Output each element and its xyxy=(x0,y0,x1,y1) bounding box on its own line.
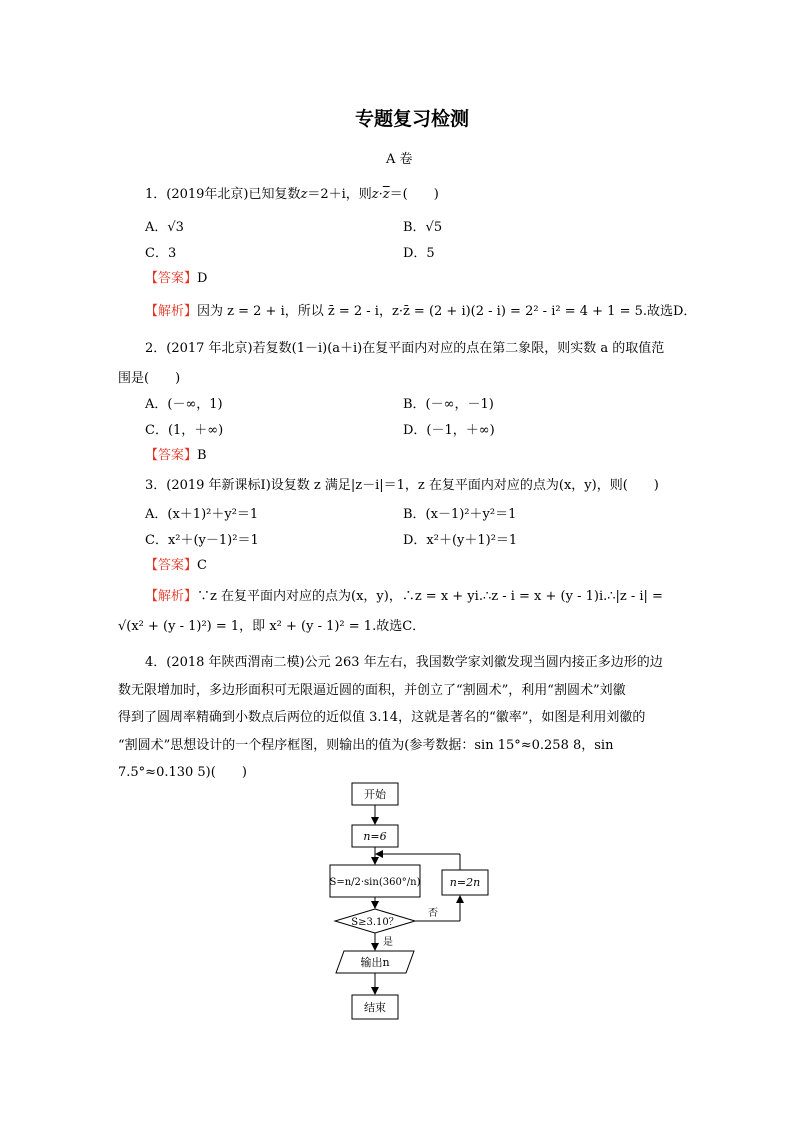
q3-option-d: D．x²＋(y＋1)²＝1 xyxy=(403,533,518,548)
q3-option-c: C．x²＋(y－1)²＝1 xyxy=(145,533,259,548)
q1-option-a: A．√3 xyxy=(145,220,184,235)
q3-answer xyxy=(145,554,207,573)
start-label: 开始 xyxy=(364,788,386,801)
q3-option-a: A．(x＋1)²＋y²＝1 xyxy=(145,507,259,522)
answer-value: D xyxy=(197,271,208,286)
end-label: 结束 xyxy=(364,1001,386,1014)
formula-label: S=n/2·sin(360°/n) xyxy=(329,877,421,888)
section-label: A 卷 xyxy=(386,152,413,167)
page-title: 专题复习检测 xyxy=(355,108,470,130)
no-label: 否 xyxy=(428,908,438,919)
q4-stem-line3: 得到了圆周率精确到小数点后两位的近似值 3.14，这就是著名的“徽率”，如图是利用刘徽的 xyxy=(118,710,646,725)
q3-analysis-line2: √(x² + (y - 1)²) = 1，即 x² + (y - 1)² = 1.故选C． xyxy=(118,619,426,634)
answer-tag: 【答案】 xyxy=(145,558,198,573)
q2-option-b: B．(－∞，－1) xyxy=(403,397,494,412)
answer-value: C xyxy=(197,558,207,573)
analysis-tag: 【解析】 xyxy=(145,304,198,319)
update-label: n=2n xyxy=(449,876,481,889)
q2-answer xyxy=(145,444,207,463)
analysis-tag: 【解析】 xyxy=(145,589,198,604)
answer-tag: 【答案】 xyxy=(145,448,198,463)
q1-option-b: B．√5 xyxy=(403,220,443,235)
init-label: n=6 xyxy=(363,830,387,843)
q2-stem-line1: 2．(2017 年北京)若复数(1－i)(a＋i)在复平面内对应的点在第二象限，则实数 a 的取值范 xyxy=(145,341,665,356)
analysis-text: ∵z 在复平面内对应的点为(x，y)，∴z = x + yi.∴z - i = x + (y - 1)i.∴|z - i| = xyxy=(197,589,663,604)
q1-analysis xyxy=(145,300,696,319)
analysis-text: 因为 z = 2 + i，所以 z̄ = 2 - i，z·z̄ = (2 + i)(2 - i) = 2² - i² = 4 + 1 = 5.故选D． xyxy=(197,304,697,319)
q4-stem-line5: 7.5°≈0.130 5)( ) xyxy=(118,765,247,780)
yes-label: 是 xyxy=(383,937,393,948)
answer-value: B xyxy=(197,448,207,463)
q4-stem-line1: 4．(2018 年陕西渭南二模)公元 263 年左右，我国数学家刘徽发现当圆内接正多边形的边 xyxy=(145,655,663,670)
program-flowchart xyxy=(322,775,552,1025)
q1-option-d: D．5 xyxy=(403,246,435,261)
q2-option-c: C．(1，＋∞) xyxy=(145,423,224,438)
q2-stem-line2: 围是( ) xyxy=(118,371,181,386)
condition-label: S≥3.10？ xyxy=(351,917,399,928)
q1-stem: 1．(2019年北京)已知复数z＝2＋i，则$z\cdot\overline{z}=$( ) xyxy=(145,187,439,202)
q4-stem-line4: “割圆术”思想设计的一个程序框图，则输出的值为(参考数据：sin 15°≈0.258 8，sin xyxy=(118,738,614,753)
q4-stem-line2: 数无限增加时，多边形面积可无限逼近圆的面积，并创立了“割圆术”，利用“割圆术”刘徽 xyxy=(118,683,626,698)
q3-stem: 3．(2019 年新课标Ⅰ)设复数 z 满足|z－i|＝1，z 在复平面内对应的点为(x，y)，则( ) xyxy=(145,478,659,493)
output-label: 输出n xyxy=(360,956,390,969)
q3-analysis-line1 xyxy=(145,585,663,604)
q2-option-d: D．(－1，＋∞) xyxy=(403,423,495,438)
q2-option-a: A．(－∞，1) xyxy=(145,397,223,412)
answer-tag: 【答案】 xyxy=(145,271,198,286)
q1-option-c: C．3 xyxy=(145,246,177,261)
q3-option-b: B．(x－1)²＋y²＝1 xyxy=(403,507,517,522)
q1-answer xyxy=(145,267,207,286)
